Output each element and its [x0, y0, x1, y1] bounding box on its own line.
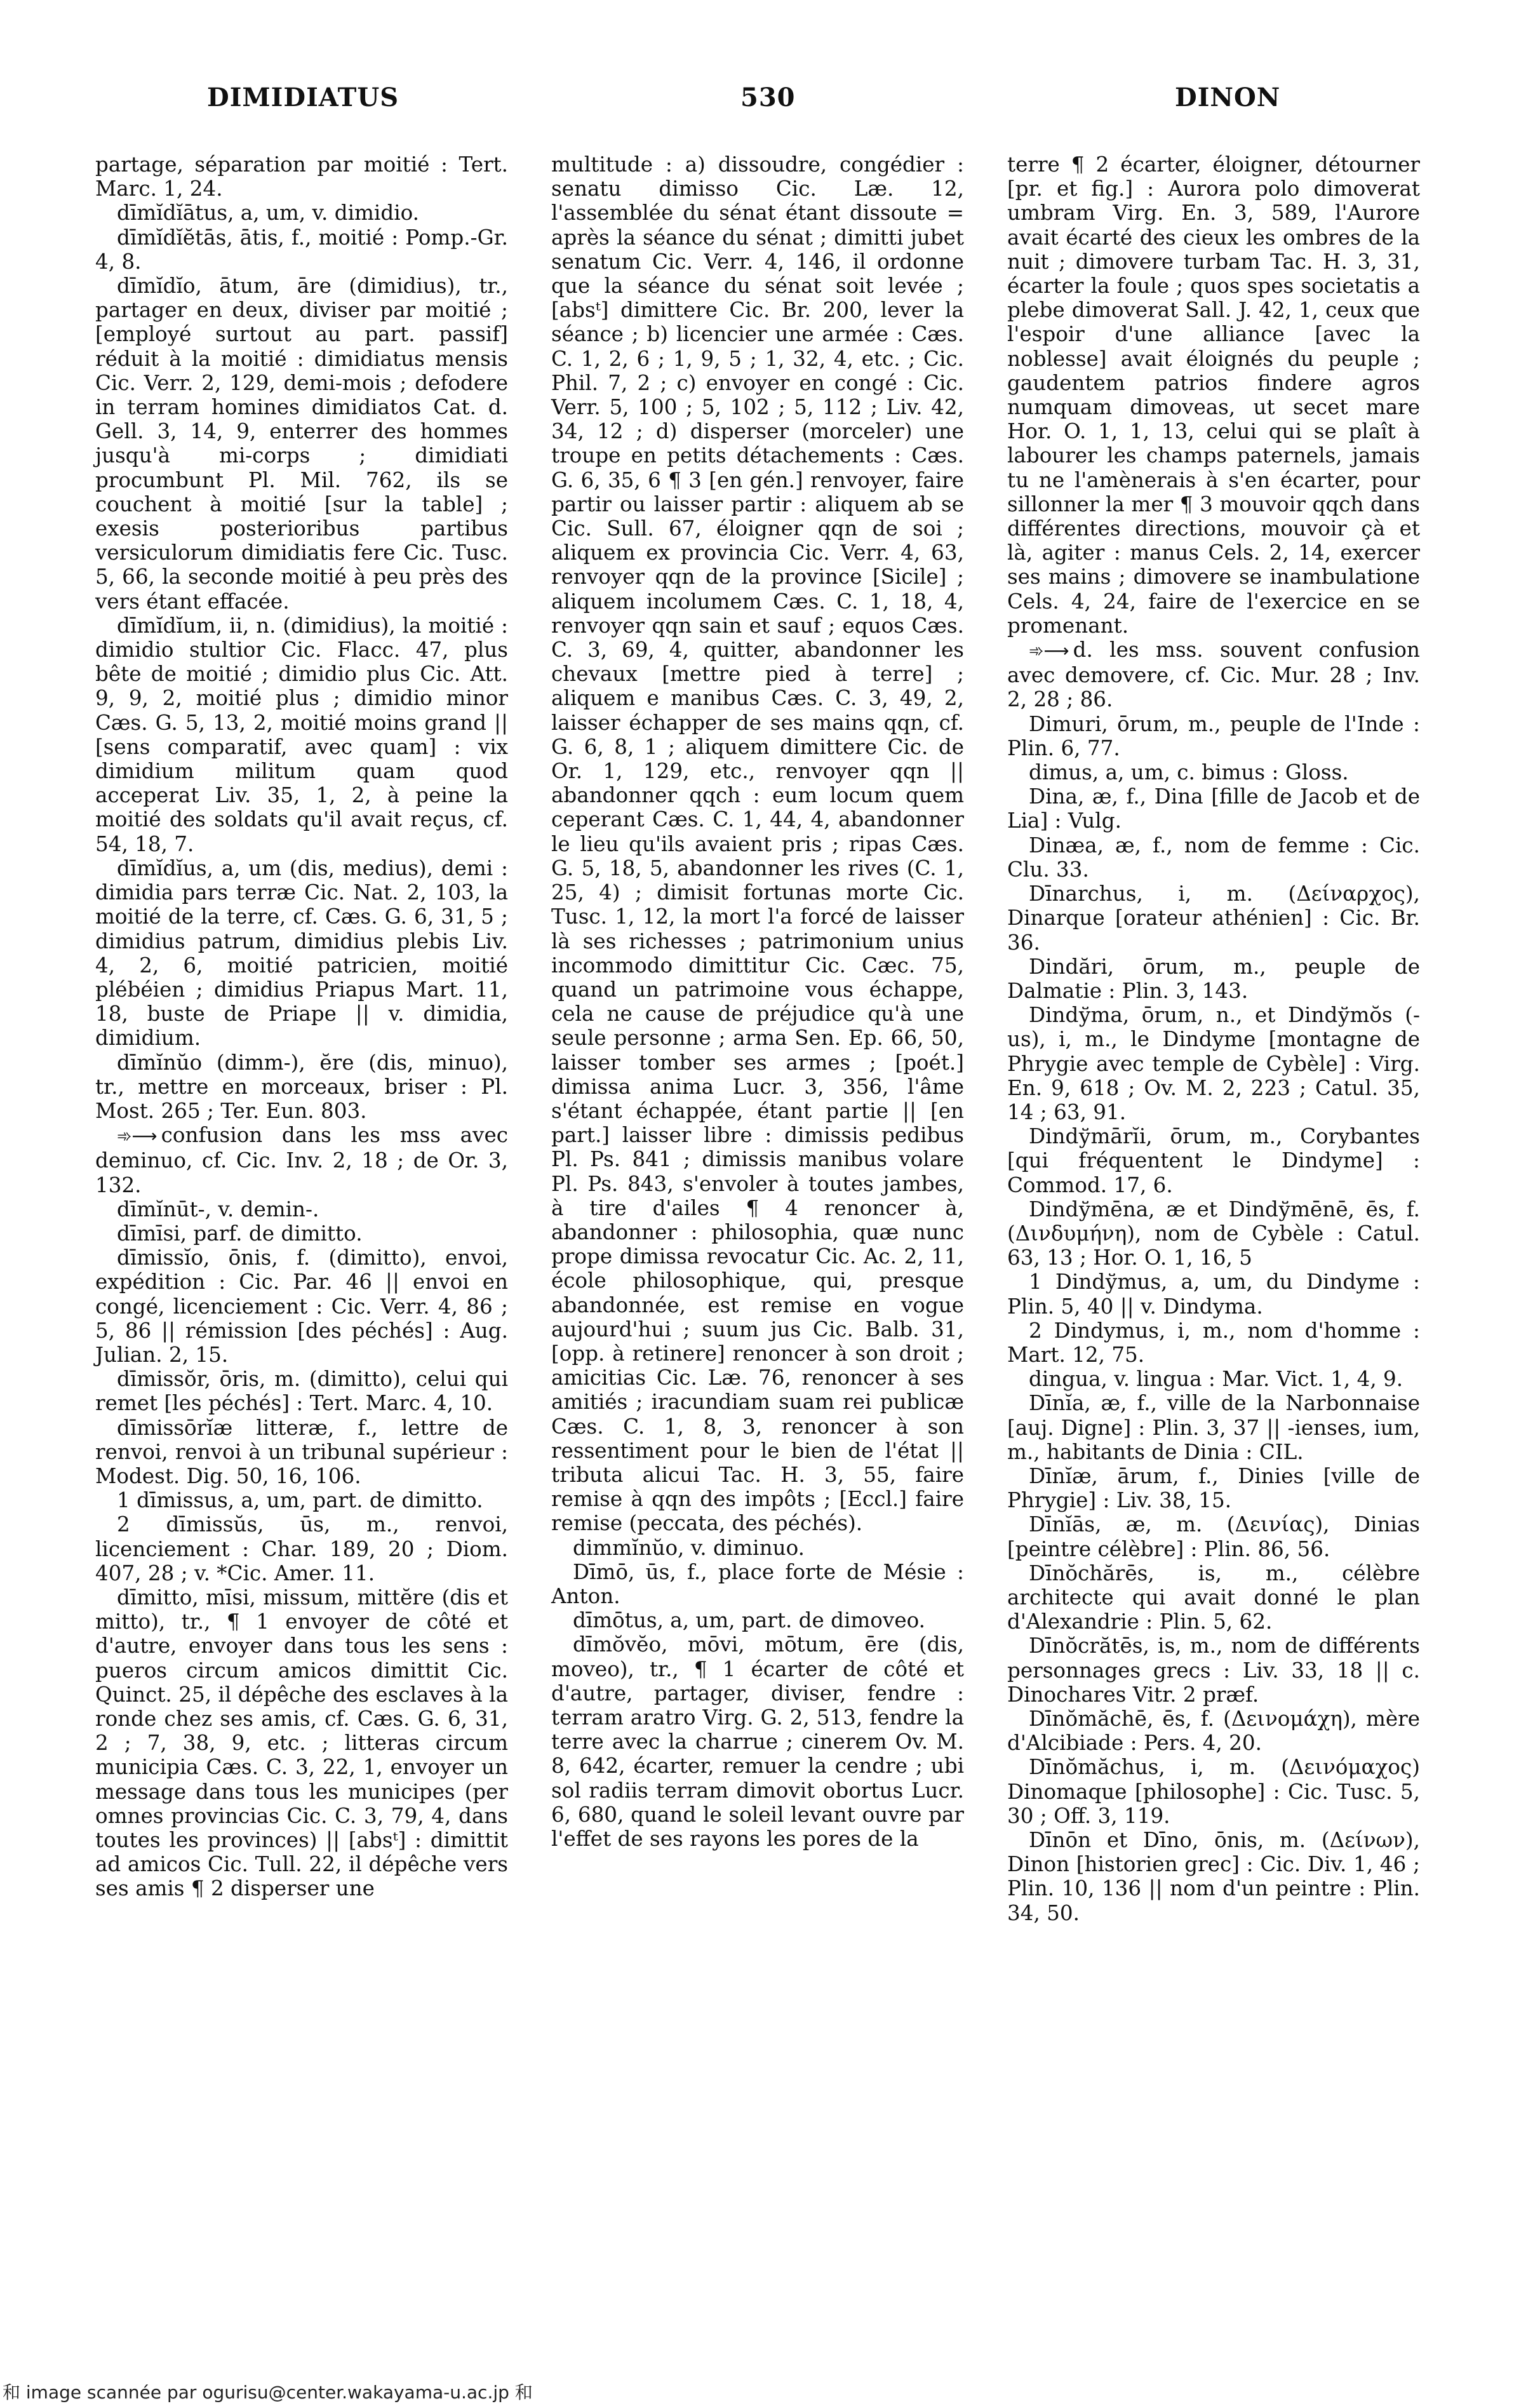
dictionary-entry: terre ¶ 2 écarter, éloigner, détourner [pr. et fig.] : Aurora polo dimoverat umbram Virg. En. 3, 589, l'Aurore avait écarté des cieux les ombres de la nuit ; dimovere turbam Tac. H. 3, 31, écarter la foule ; quos spes societatis a plebe dimoverat Sall. J. 42, 1, ceux que l'espoir d'une alliance [avec la noblesse] avait éloignés du peuple ; gaudentem patrios findere agros numquam dimoveas, ut secet mare Hor. O. 1, 1, 13, celui qui se plaît à labourer les champs paternels, jamais tu ne l'amènerais à s'en écarter, pour sillonner la mer ¶ 3 mouvoir qqch dans différentes directions, mouvoir çà et là, agiter : manus Cels. 2, 14, exercer ses mains ; dimovere se inambulatione Cels. 4, 24, faire de l'exercice en se promenant.	[1007, 152, 1420, 638]
dictionary-entry: 2 Dindymus, i, m., nom d'homme : Mart. 12, 75.	[1007, 1318, 1420, 1367]
dictionary-entry: Dīnŏmăchē, ēs, f. (Δεινομάχη), mère d'Alcibiade : Pers. 4, 20.	[1007, 1707, 1420, 1756]
dictionary-entry: Dīmō, ūs, f., place forte de Mésie : Anton.	[551, 1559, 964, 1608]
dictionary-entry: dīmĭnūt-, v. demin-.	[117, 1197, 319, 1221]
dictionary-entry: Dina, æ, f., Dina [fille de Jacob et de Lia] : Vulg.	[1007, 784, 1420, 833]
dictionary-entry: dīmitto, mīsi, missum, mittĕre (dis et mitto), tr., ¶ 1 envoyer de côté et d'autre, envoyer dans tous les sens : pueros circum amicos dimittit Cic. Quinct. 25, il dépêche des esclaves à la ronde chez ses amis, cf. Cæs. G. 6, 31, 2 ; 7, 38, 9, etc. ; litteras circum municipia Cæs. C. 3, 22, 1, envoyer un message dans tous les municipes (per omnes provincias Cic. C. 3, 79, 4, dans toutes les provinces) || [absᵗ] : dimittit ad amicos Cic. Tull. 22, il dépêche vers ses amis ¶ 2 disperser une	[95, 1585, 508, 1901]
dictionary-entry: Dīnŏcrătēs, is, m., nom de différents personnages grecs : Liv. 33, 18 || c. Dinochares Vitr. 2 præf.	[1007, 1634, 1420, 1707]
dictionary-entry: Dindări, ōrum, m., peuple de Dalmatie : Plin. 3, 143.	[1007, 954, 1420, 1003]
pointing-hand-arrow-icon: ➾⟶	[1029, 640, 1069, 662]
dictionary-entry: 1 dīmissus, a, um, part. de dimitto.	[117, 1488, 483, 1513]
page-number: 530	[740, 83, 796, 112]
usage-note	[95, 1123, 508, 1197]
dictionary-entry: 2 dīmissŭs, ūs, m., renvoi, licenciement : Char. 189, 20 ; Diom. 407, 28 ; v. *Cic. Amer. 11.	[95, 1512, 508, 1585]
dictionary-entry: dīmĭdĭo, ātum, āre (dimidius), tr., partager en deux, diviser par moitié ; [employé surtout au part. passif] réduit à la moitié : dimidiatus mensis Cic. Verr. 2, 129, demi-mois ; defodere in terram homines dimidiatos Cat. d. Gell. 3, 14, 9, enterrer des hommes jusqu'à mi-corps ; dimidiati procumbunt Pl. Mil. 762, ils se couchent à moitié [sur la table] ; exesis posterioribus partibus versiculorum dimidiatis fere Cic. Tusc. 5, 66, la seconde moitié à peu près des vers étant effacée.	[95, 274, 508, 614]
left-running-headword: DIMIDIATUS	[207, 83, 399, 112]
dictionary-entry: Dīnŏmăchus, i, m. (Δεινόμαχος) Dinomaque [philosophe] : Cic. Tusc. 5, 30 ; Off. 3, 119.	[1007, 1755, 1420, 1828]
dictionary-entry: Dīnŏchărēs, is, m., célèbre architecte qui avait donné le plan d'Alexandrie : Plin. 5, 62.	[1007, 1561, 1420, 1634]
pointing-hand-arrow-icon: ➾⟶	[117, 1126, 157, 1147]
dictionary-entry: multitude : a) dissoudre, congédier : senatu dimisso Cic. Læ. 12, l'assemblée du sénat étant dissoute = après la séance du sénat ; dimitti jubet senatum Cic. Verr. 4, 146, il ordonne que la séance du sénat soit levée ; [absᵗ] dimittere Cic. Br. 200, lever la séance ; b) licencier une armée : Cæs. C. 1, 2, 6 ; 1, 9, 5 ; 1, 32, 4, etc. ; Cic. Phil. 7, 2 ; c) envoyer en congé : Cic. Verr. 5, 100 ; 5, 102 ; 5, 112 ; Liv. 42, 34, 12 ; d) disperser (morceler) une troupe en petits détachements : Cæs. G. 6, 35, 6 ¶ 3 [en gén.] renvoyer, faire partir ou laisser partir : aliquem ab se Cic. Sull. 67, éloigner qqn de soi ; aliquem ex provincia Cic. Verr. 4, 63, renvoyer qqn de la province [Sicile] ; aliquem incolumem Cæs. C. 1, 18, 4, renvoyer qqn sain et sauf ; equos Cæs. C. 3, 69, 4, quitter, abandonner les chevaux [mettre pied à terre] ; aliquem e manibus Cæs. C. 3, 49, 2, laisser échapper de ses mains qqn, cf. G. 6, 8, 1 ; aliquem dimittere Cic. de Or. 1, 129, etc., renvoyer qqn || abandonner qqch : eum locum quem ceperant Cæs. C. 1, 44, 4, abandonner le lieu qu'ils avaient pris ; ripas Cæs. G. 5, 18, 5, abandonner les rives (C. 1, 25, 4) ; dimisit fortunas morte Cic. Tusc. 1, 12, la mort l'a forcé de laisser là ses richesses ; patrimonium unius incommodo dimittitur Cic. Cæc. 75, quand un patrimoine vous échappe, cela ne cause de préjudice qu'à une seule personne ; arma Sen. Ep. 66, 50, laisser tomber ses armes ; [poét.] dimissa anima Lucr. 3, 356, l'âme s'étant échappée, étant partie || [en part.] laisser libre : dimissis pedibus Pl. Ps. 841 ; dimissis manibus volare Pl. Ps. 843, s'envoler à toutes jambes, à tire d'ailes ¶ 4 renoncer à, abandonner : philosophia, quæ nunc prope dimissa revocatur Cic. Ac. 2, 11, école philosophique, qui, presque abandonnée, est remise en vogue aujourd'hui ; suum jus Cic. Balb. 31, [opp. à retinere] renoncer à son droit ; amicitias Cic. Læ. 76, renoncer à ses amitiés ; iracundiam suam rei publicæ Cæs. C. 1, 8, 3, renoncer à son ressentiment pour le bien de l'état || tributa alicui Tac. H. 3, 55, faire remise à qqn des impôts ; [Eccl.] faire remise (peccata, des péchés).	[551, 152, 964, 1536]
page-header	[0, 83, 1540, 127]
dictionary-entry: dimmĭnŭo, v. diminuo.	[573, 1535, 805, 1560]
dictionary-entry: Dīnĭās, æ, m. (Δεινίας), Dinias [peintre célèbre] : Plin. 86, 56.	[1007, 1512, 1420, 1561]
dictionary-entry: dīmissĭo, ōnis, f. (dimitto), envoi, expédition : Cic. Par. 46 || envoi en congé, licenciement : Cic. Verr. 4, 86 ; 5, 86 || rémission [des péchés] : Aug. Julian. 2, 15.	[95, 1246, 508, 1367]
column-left	[95, 152, 508, 1901]
dictionary-entry: partage, séparation par moitié : Tert. Marc. 1, 24.	[95, 152, 508, 201]
dictionary-entry: Dīnĭa, æ, f., ville de la Narbonnaise [auj. Digne] : Plin. 3, 37 || -ienses, ium, m., habitants de Dinia : CIL.	[1007, 1391, 1420, 1464]
dictionary-entry: Dīnōn et Dīno, ōnis, m. (Δείνων), Dinon [historien grec] : Cic. Div. 1, 46 ; Plin. 10, 136 || nom d'un peintre : Plin. 34, 50.	[1007, 1828, 1420, 1925]
usage-note	[1007, 638, 1420, 712]
dictionary-entry: Dimuri, ōrum, m., peuple de l'Inde : Plin. 6, 77.	[1007, 711, 1420, 760]
dictionary-entry: dīmīsi, parf. de dimitto.	[117, 1221, 363, 1246]
dictionary-entry: Dinæa, æ, f., nom de femme : Cic. Clu. 33.	[1007, 833, 1420, 882]
dictionary-entry: dīmĭdĭātus, a, um, v. dimidio.	[117, 201, 420, 225]
column-right	[1007, 152, 1420, 1925]
dictionary-entry: dīmĭnŭo (dimm-), ĕre (dis, minuo), tr., mettre en morceaux, briser : Pl. Most. 265 ; Ter. Eun. 803.	[95, 1050, 508, 1123]
usage-note-text: confusion dans les mss avec deminuo, cf. Cic. Inv. 2, 18 ; de Or. 3, 132.	[95, 1123, 508, 1197]
dictionary-entry: dīmĭdĭus, a, um (dis, medius), demi : dimidia pars terræ Cic. Nat. 2, 103, la moitié de la terre, cf. Cæs. G. 6, 31, 5 ; dimidius patrum, dimidius plebis Liv. 4, 2, 6, moitié patricien, moitié plébéien ; dimidius Priapus Mart. 11, 18, buste de Priape || v. dimidia, dimidium.	[95, 856, 508, 1051]
scan-credit-text: 和 image scannée par ogurisu@center.wakayama-u.ac.jp 和	[3, 2382, 533, 2403]
dictionary-entry: dīmissōrĭæ litteræ, f., lettre de renvoi, renvoi à un tribunal supérieur : Modest. Dig. 50, 16, 106.	[95, 1415, 508, 1488]
dictionary-entry: dīmōtus, a, um, part. de dimoveo.	[573, 1608, 926, 1633]
dictionary-entry: dimus, a, um, c. bimus : Gloss.	[1029, 760, 1349, 785]
dictionary-entry: Dindўmārĭi, ōrum, m., Corybantes [qui fréquentent le Dindyme] : Commod. 17, 6.	[1007, 1124, 1420, 1197]
dictionary-entry: dīmĭdĭum, ii, n. (dimidius), la moitié : dimidio stultior Cic. Flacc. 47, plus bête de moitié ; dimidio plus Cic. Att. 9, 9, 2, moitié plus ; dimidio minor Cæs. G. 5, 13, 2, moitié moins grand || [sens comparatif, avec quam] : vix dimidium militum quam quod acceperat Liv. 35, 1, 2, à peine la moitié des soldats qu'il avait reçus, cf. 54, 18, 7.	[95, 613, 508, 856]
dictionary-entry: dīmŏvĕo, mōvi, mōtum, ēre (dis, moveo), tr., ¶ 1 écarter de côté et d'autre, partager, diviser, fendre : terram aratro Virg. G. 2, 513, fendre la terre avec la charrue ; cinerem Ov. M. 8, 642, écarter, remuer la cendre ; ubi sol radiis terram dimovit obortus Lucr. 6, 680, quand le soleil levant ouvre par l'effet de ses rayons les pores de la	[551, 1632, 964, 1852]
usage-note-text: d. les mss. souvent confusion avec demovere, cf. Cic. Mur. 28 ; Inv. 2, 28 ; 86.	[1007, 638, 1420, 712]
dictionary-entry: 1 Dindўmus, a, um, du Dindyme : Plin. 5, 40 || v. Dindyma.	[1007, 1270, 1420, 1319]
dictionary-columns	[95, 152, 1420, 2312]
dictionary-entry: dingua, v. lingua : Mar. Vict. 1, 4, 9.	[1029, 1367, 1403, 1392]
dictionary-entry: dīmissŏr, ōris, m. (dimitto), celui qui remet [les péchés] : Tert. Marc. 4, 10.	[95, 1367, 508, 1416]
dictionary-entry: Dīnĭæ, ārum, f., Dinies [ville de Phrygie] : Liv. 38, 15.	[1007, 1463, 1420, 1513]
right-running-headword: DINON	[1175, 83, 1281, 112]
dictionary-entry: Dindўmēna, æ et Dindўmēnē, ēs, f. (Δινδυμήνη), nom de Cybèle : Catul. 63, 13 ; Hor. O. 1, 16, 5	[1007, 1197, 1420, 1270]
dictionary-entry: dīmĭdĭĕtās, ātis, f., moitié : Pomp.-Gr. 4, 8.	[95, 225, 508, 274]
dictionary-entry: Dindўma, ōrum, n., et Dindўmŏs (-us), i, m., le Dindyme [montagne de Phrygie avec temple de Cybèle] : Virg. En. 9, 618 ; Ov. M. 2, 223 ; Catul. 35, 14 ; 63, 91.	[1007, 1003, 1420, 1124]
dictionary-entry: Dīnarchus, i, m. (Δείναρχος), Dinarque [orateur athénien] : Cic. Br. 36.	[1007, 882, 1420, 955]
column-middle	[551, 152, 964, 1851]
